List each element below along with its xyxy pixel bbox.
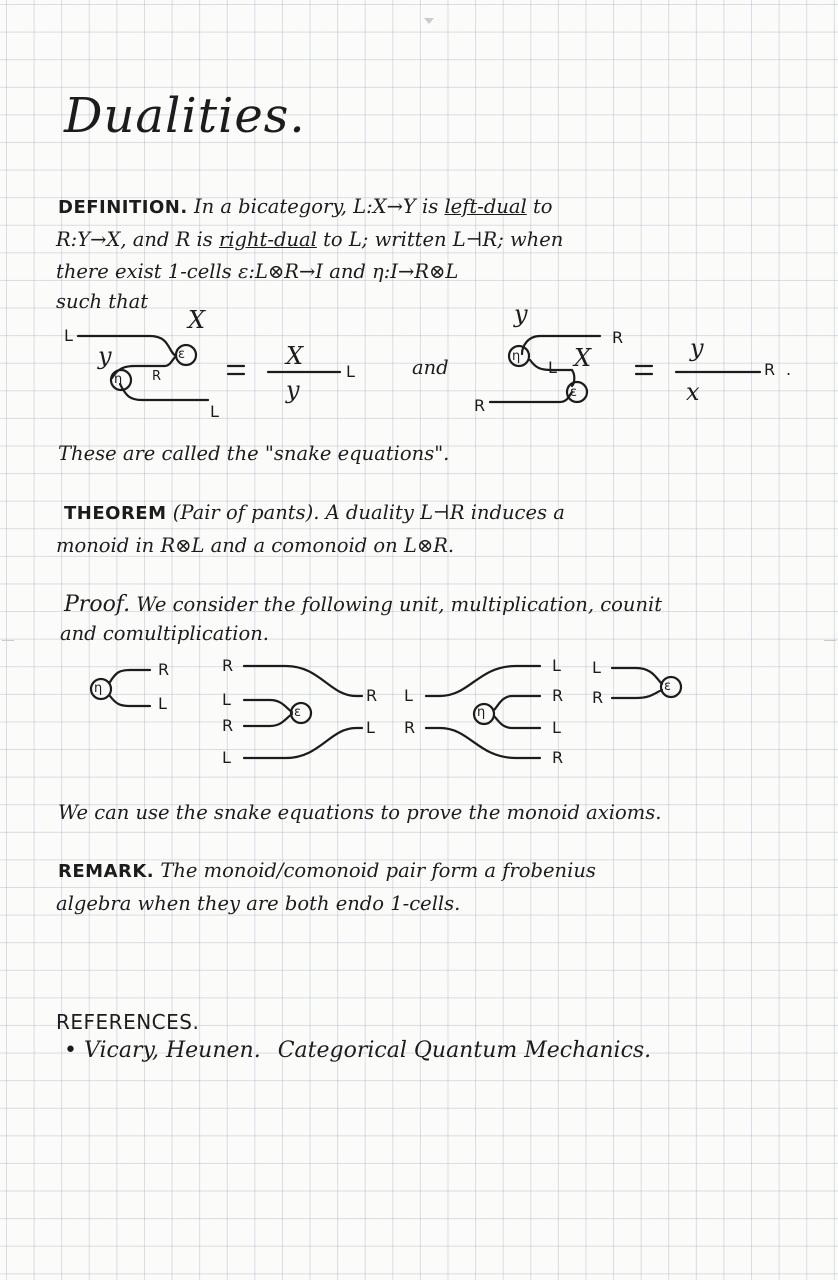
epsilon-label: ε: [178, 347, 186, 362]
wire-label-L: L: [158, 694, 167, 713]
wire-label-R: R: [612, 328, 624, 347]
wire-label-R: R: [474, 396, 486, 415]
object-label-y: y: [286, 376, 300, 404]
theorem-line-1: [64, 503, 565, 523]
pair-of-pants-diagram: [0, 652, 838, 772]
mult-inner-top-wire: [244, 700, 292, 712]
remark-line-2: algebra when they are both endo 1-cells.: [56, 892, 461, 915]
epsilon-label: ε: [294, 705, 302, 720]
object-label-y: y: [690, 334, 704, 362]
snake-right-top-curve: [522, 336, 540, 354]
unit-bottom-wire: [110, 696, 150, 706]
period: .: [786, 360, 792, 379]
counit-bottom-wire: [612, 690, 662, 698]
object-label-X: X: [574, 344, 592, 372]
reference-authors: Vicary, Heunen.: [83, 1038, 261, 1063]
epsilon-label: ε: [570, 385, 578, 400]
proof-keyword: Proof.: [64, 592, 131, 617]
page-title: Dualities.: [64, 88, 306, 144]
comult-outer-top-wire: [426, 666, 540, 696]
wire-label-R: R: [152, 369, 162, 384]
mult-inner-bottom-wire: [244, 714, 292, 726]
left-dual-term: left-dual: [444, 195, 527, 218]
wire-label-L: L: [548, 358, 557, 377]
wire-label-L: L: [222, 748, 231, 767]
wire-label-L: L: [592, 658, 601, 677]
eta-label: η: [477, 705, 486, 720]
eta-label: η: [512, 349, 521, 364]
definition-text: to: [532, 195, 553, 218]
eta-label: η: [114, 372, 123, 387]
eta-label: η: [94, 681, 103, 696]
reference-title: Categorical Quantum Mechanics.: [277, 1038, 652, 1063]
definition-line-1: [58, 197, 553, 217]
definition-line-4: such that: [56, 290, 149, 313]
theorem-text: (Pair of pants). A duality L⊣R induces a: [172, 501, 565, 524]
definition-line-2: [56, 230, 563, 250]
snake-left-top-wire: [78, 336, 176, 356]
counit-top-wire: [612, 668, 662, 684]
wire-label-L: L: [222, 690, 231, 709]
proof-line-1: [64, 594, 662, 616]
wire-label-R: R: [552, 686, 564, 705]
reference-item: [64, 1040, 651, 1062]
bullet: •: [64, 1038, 77, 1063]
proof-closing-line: We can use the snake equations to prove the monoid axioms.: [58, 801, 662, 824]
snake-left-bottom-wire: [120, 384, 208, 400]
wire-label-R: R: [222, 656, 234, 675]
wire-label-R: R: [764, 360, 776, 379]
object-label-y: y: [514, 300, 528, 328]
top-center-mark: [424, 18, 434, 24]
epsilon-label: ε: [664, 679, 672, 694]
theorem-line-2: monoid in R⊗L and a comonoid on L⊗R.: [56, 534, 455, 557]
unit-top-wire: [110, 670, 150, 682]
wire-label-L: L: [210, 402, 219, 421]
wire-label-L: L: [552, 718, 561, 737]
proof-line-2: and comultiplication.: [60, 622, 269, 645]
comult-inner-top-wire: [494, 696, 540, 710]
remark-keyword: REMARK.: [58, 861, 155, 882]
object-label-X: X: [286, 342, 304, 370]
definition-text: R:Y→X, and R is: [56, 228, 213, 251]
wire-label-L: L: [366, 718, 375, 737]
definition-text: to L; written L⊣R; when: [323, 228, 564, 251]
definition-keyword: DEFINITION.: [58, 197, 188, 218]
wire-label-L: L: [64, 326, 73, 345]
mult-outer-top-wire: [244, 666, 362, 696]
wire-label-L: L: [404, 686, 413, 705]
comult-outer-bottom-wire: [426, 728, 540, 758]
and-word: and: [412, 356, 449, 379]
wire-label-R: R: [158, 660, 170, 679]
remark-text: The monoid/comonoid pair form a frobenius: [160, 859, 596, 882]
wire-label-L: L: [552, 656, 561, 675]
wire-label-R: R: [552, 748, 564, 767]
object-label-x: x: [686, 378, 700, 406]
mult-outer-bottom-wire: [244, 728, 362, 758]
comult-inner-bottom-wire: [494, 716, 540, 728]
right-margin-mark: [824, 640, 836, 641]
definition-line-3: there exist 1-cells ε:L⊗R→I and η:I→R⊗L: [56, 260, 459, 283]
theorem-keyword: THEOREM: [64, 503, 167, 524]
wire-label-R: R: [222, 716, 234, 735]
object-label-y: y: [98, 342, 112, 370]
right-dual-term: right-dual: [218, 228, 317, 251]
proof-text: We consider the following unit, multiplication, counit: [136, 593, 663, 616]
wire-label-L: L: [346, 362, 355, 381]
snake-right-bottom-wire: [490, 392, 572, 402]
wire-label-R: R: [404, 718, 416, 737]
references-heading: REFERENCES.: [56, 1010, 200, 1034]
snake-caption: These are called the "snake equations".: [58, 442, 450, 465]
left-margin-mark: [2, 640, 14, 641]
wire-label-R: R: [366, 686, 378, 705]
remark-line-1: [58, 861, 596, 881]
definition-text: In a bicategory, L:X→Y is: [193, 195, 439, 218]
object-label-X: X: [188, 306, 206, 334]
wire-label-R: R: [592, 688, 604, 707]
